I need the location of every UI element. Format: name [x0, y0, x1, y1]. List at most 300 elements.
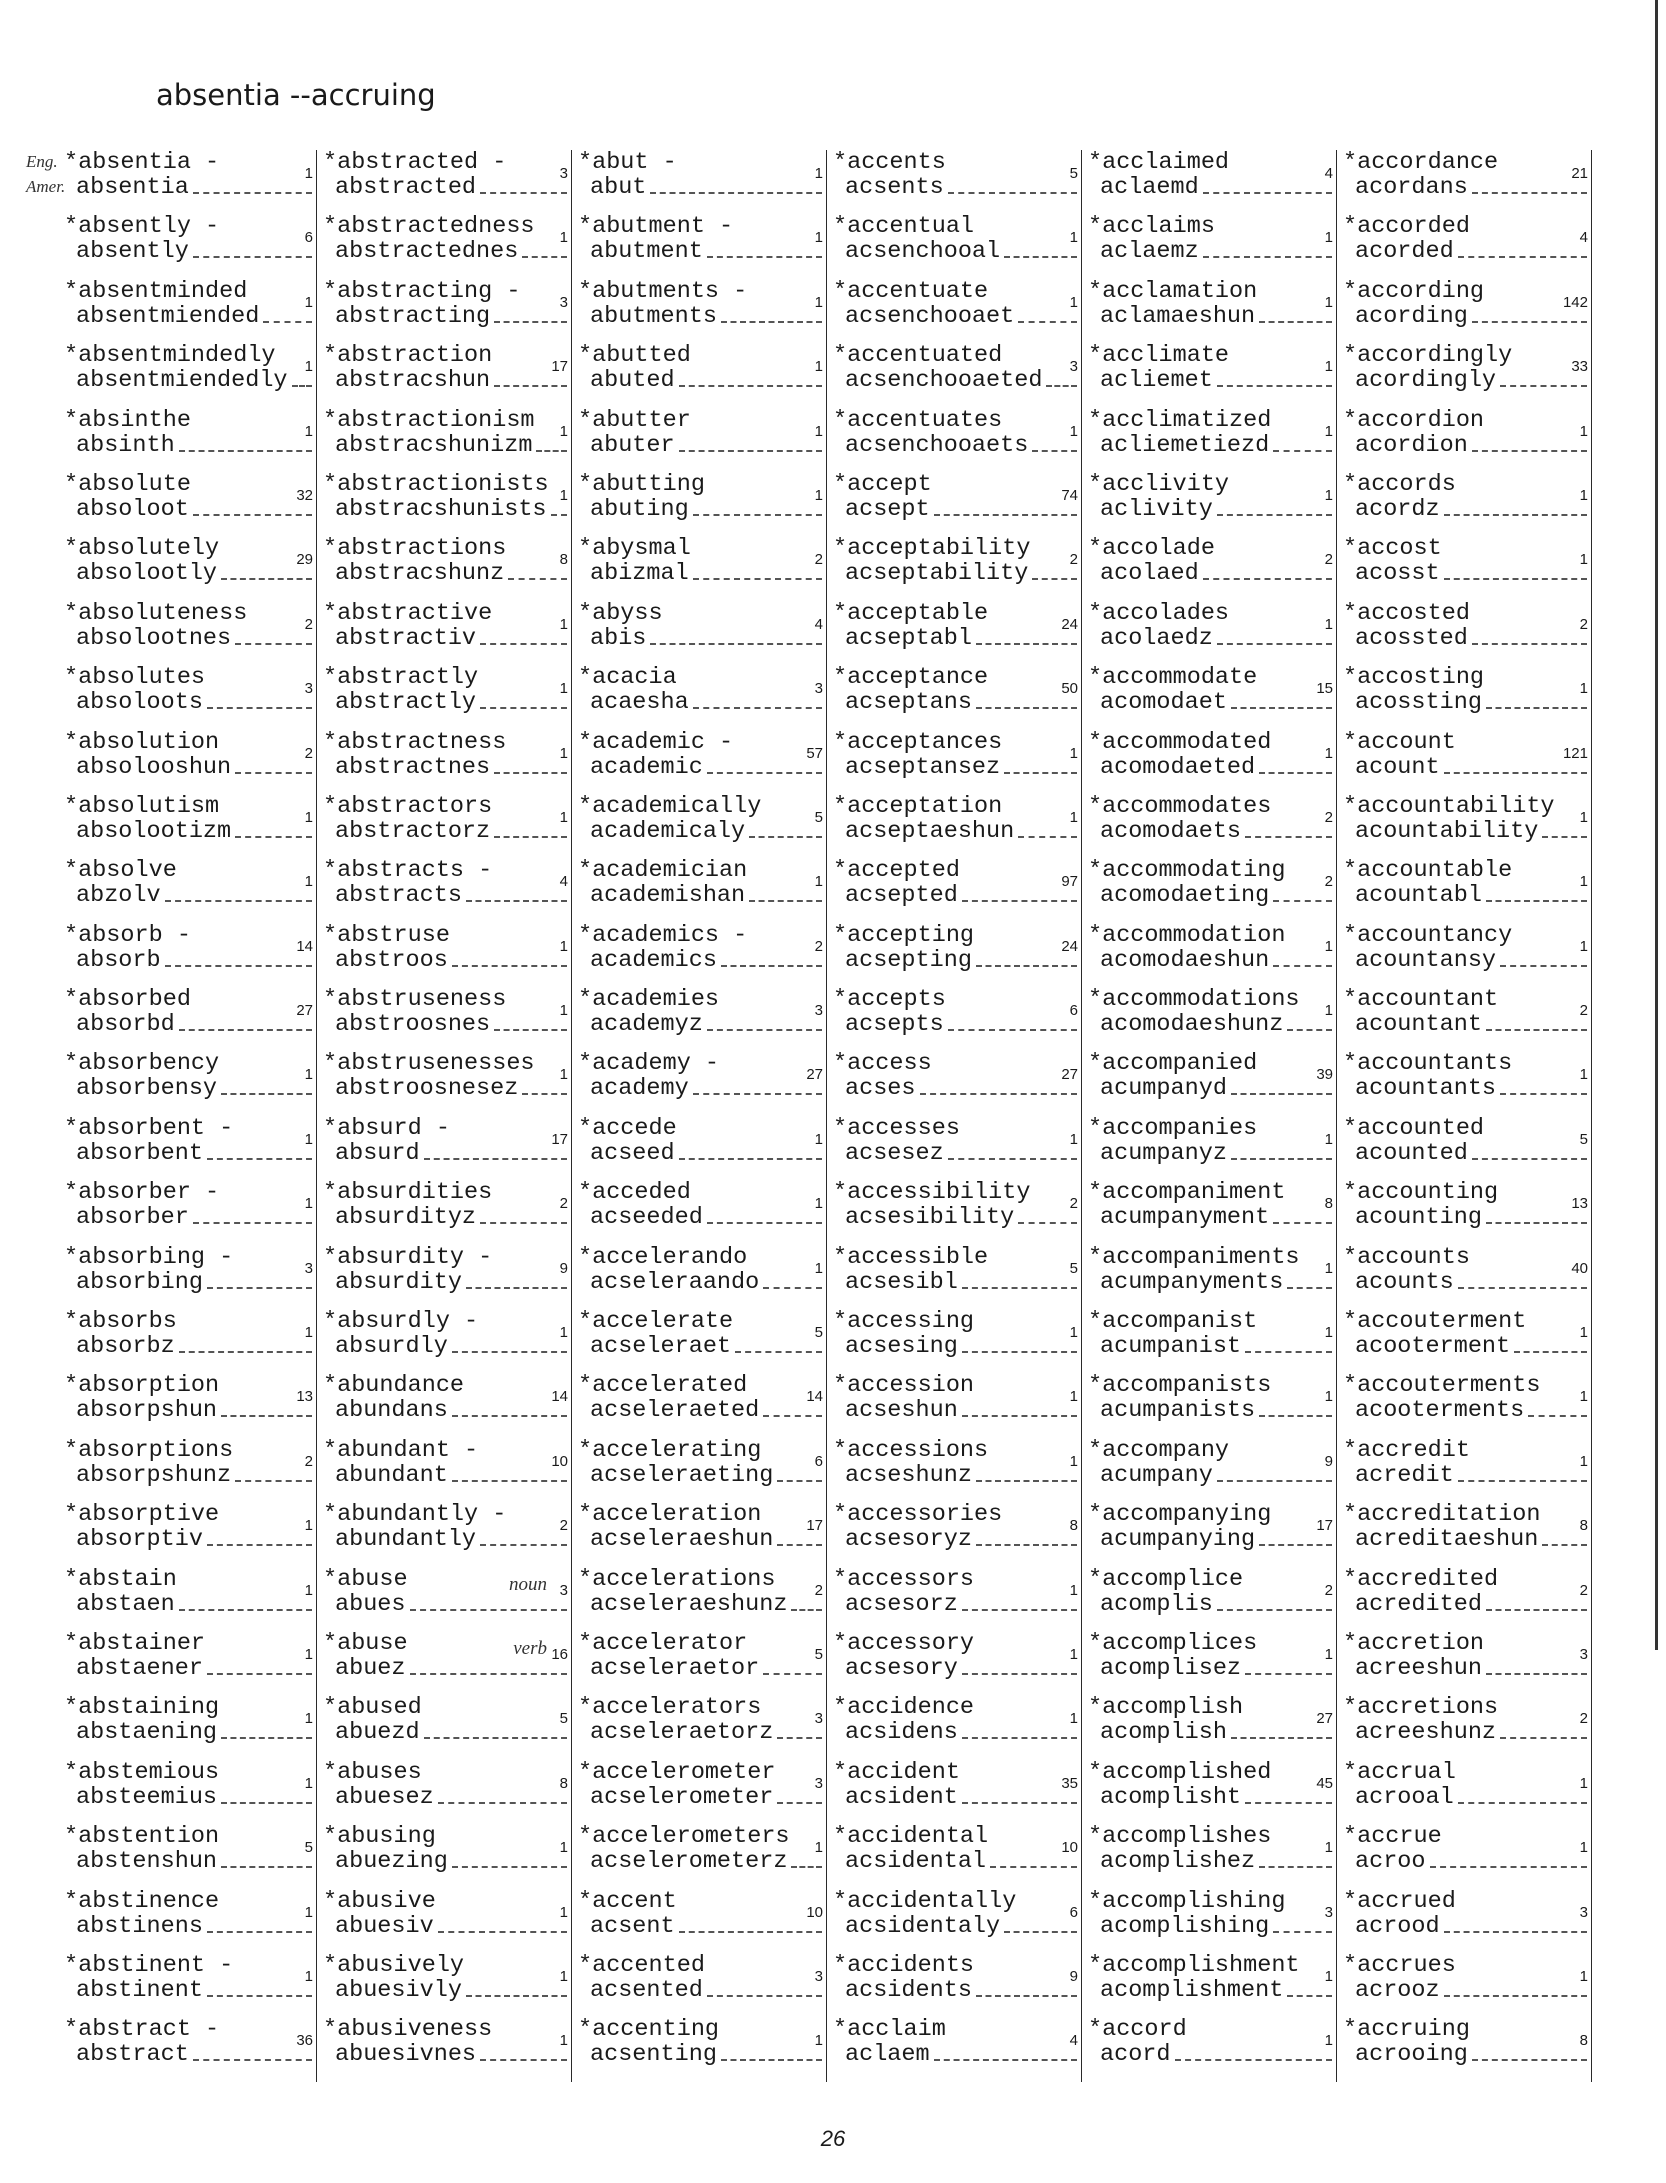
headword: *accosting	[1343, 665, 1485, 691]
frequency-count: 1	[1579, 1324, 1588, 1342]
respelling-line	[1343, 1785, 1591, 1810]
respelling-line	[64, 1914, 316, 1939]
part-of-speech-note: verb	[513, 1637, 547, 1659]
frequency-count: 1	[559, 229, 568, 247]
respelling: abundant	[335, 1462, 448, 1488]
frequency-count: 1	[1579, 680, 1588, 698]
respelling-line	[578, 1592, 826, 1617]
respelling-line	[323, 497, 571, 522]
respelling: acumpanyd	[1100, 1076, 1227, 1102]
respelling-line	[833, 1849, 1081, 1874]
respelling-line	[578, 561, 826, 586]
respelling: aclaemd	[1100, 175, 1199, 200]
word-list-grid	[62, 150, 1592, 2082]
respelling-line	[833, 1141, 1081, 1166]
respelling-line	[578, 304, 826, 329]
dotted-leader	[693, 497, 822, 516]
respelling: absteemius	[76, 1784, 218, 1810]
word-entry	[572, 1116, 827, 1180]
frequency-count: 27	[296, 1002, 313, 1020]
respelling-line	[323, 1914, 571, 1939]
word-entry	[62, 1373, 317, 1437]
frequency-count: 1	[559, 422, 568, 440]
frequency-count: 4	[1324, 165, 1333, 182]
word-entry	[1082, 1889, 1337, 1953]
word-entry	[1082, 858, 1337, 922]
headword: *accessory	[833, 1630, 975, 1656]
frequency-count: 1	[1324, 422, 1333, 440]
frequency-count: 3	[1579, 1903, 1588, 1921]
word-entry	[1337, 536, 1592, 600]
headword: *acceded	[578, 1180, 691, 1206]
respelling: abis	[590, 625, 647, 651]
word-entry	[62, 665, 317, 729]
respelling: acounted	[1355, 1140, 1468, 1166]
dotted-leader	[679, 368, 822, 387]
headword: *absinthe	[64, 407, 191, 433]
headword: *abuse	[323, 1566, 408, 1592]
respelling: acsesory	[845, 1655, 958, 1681]
frequency-count: 3	[559, 1581, 568, 1599]
dotted-leader	[480, 690, 567, 709]
dotted-leader	[193, 239, 312, 258]
respelling: acumpanists	[1100, 1398, 1256, 1424]
respelling-line	[1088, 1978, 1336, 2003]
word-entry	[1082, 923, 1337, 987]
headword: *abusing	[323, 1824, 436, 1850]
respelling: acsepting	[845, 947, 972, 973]
frequency-count: 2	[814, 937, 823, 955]
headword: *accidence	[833, 1695, 975, 1721]
respelling: acountabl	[1355, 883, 1482, 909]
frequency-count: 1	[1069, 1581, 1078, 1599]
dotted-leader	[193, 2042, 312, 2061]
word-entry	[572, 1180, 827, 1244]
respelling: abuesivly	[335, 1977, 462, 2003]
respelling-line	[64, 1849, 316, 1874]
respelling-line	[323, 883, 571, 908]
respelling-line	[1088, 1205, 1336, 1230]
frequency-count: 1	[559, 680, 568, 698]
dotted-leader	[1472, 2042, 1587, 2061]
word-entry	[827, 279, 1082, 343]
headword: *acclaimed	[1088, 150, 1230, 175]
headword: *accordingly	[1343, 343, 1513, 369]
word-entry	[1337, 923, 1592, 987]
respelling: acrood	[1355, 1913, 1440, 1939]
frequency-count: 1	[814, 873, 823, 891]
dotted-leader	[707, 755, 822, 774]
dotted-leader	[1231, 1141, 1332, 1160]
dotted-leader	[1444, 497, 1587, 516]
word-entry	[1082, 1824, 1337, 1888]
respelling: acsesibl	[845, 1269, 958, 1295]
word-entry	[827, 1824, 1082, 1888]
word-entry	[317, 794, 572, 858]
respelling: acounts	[1355, 1269, 1454, 1295]
headword: *accouterments	[1343, 1373, 1541, 1399]
frequency-count: 17	[1316, 1517, 1333, 1535]
respelling-line	[323, 1398, 571, 1423]
respelling-line	[64, 175, 316, 200]
word-entry	[827, 730, 1082, 794]
word-entry	[827, 1373, 1082, 1437]
respelling: absolootnes	[76, 625, 232, 651]
word-entry	[317, 1180, 572, 1244]
headword: *absurdly -	[323, 1309, 479, 1335]
word-entry	[572, 1438, 827, 1502]
word-entry	[1082, 279, 1337, 343]
respelling: acomplisht	[1100, 1784, 1242, 1810]
respelling-line	[1088, 1914, 1336, 1939]
respelling: abuezing	[335, 1849, 448, 1875]
respelling: absentmiended	[76, 303, 260, 329]
headword: *accouterment	[1343, 1309, 1527, 1335]
headword: *accountant	[1343, 987, 1499, 1013]
respelling-line	[833, 819, 1081, 844]
headword: *accessions	[833, 1437, 989, 1463]
word-entry	[1337, 2017, 1592, 2081]
respelling: acsepts	[845, 1012, 944, 1038]
respelling: academyz	[590, 1012, 703, 1038]
dotted-leader	[452, 1463, 567, 1482]
respelling-line	[323, 1720, 571, 1745]
respelling-line	[578, 1141, 826, 1166]
headword: *abutter	[578, 407, 691, 433]
respelling: acordz	[1355, 496, 1440, 522]
dotted-leader	[1458, 1270, 1587, 1289]
respelling-line	[64, 1656, 316, 1681]
dotted-leader	[480, 626, 567, 645]
dotted-leader	[193, 497, 312, 516]
word-entry	[1082, 1245, 1337, 1309]
respelling-line	[833, 1785, 1081, 1810]
frequency-count: 1	[1069, 1388, 1078, 1406]
respelling-line	[1343, 561, 1591, 586]
frequency-count: 8	[1579, 1517, 1588, 1535]
frequency-count: 1	[1579, 1839, 1588, 1857]
respelling-line	[1088, 433, 1336, 458]
respelling-line	[833, 1012, 1081, 1037]
headword: *accommodated	[1088, 729, 1272, 755]
word-entry	[317, 2017, 572, 2081]
frequency-count: 1	[1579, 1967, 1588, 1985]
respelling-line	[1088, 497, 1336, 522]
respelling: acsepted	[845, 883, 958, 909]
dotted-leader	[1245, 819, 1332, 838]
respelling: acolaed	[1100, 561, 1199, 587]
frequency-count: 1	[304, 358, 313, 376]
dotted-leader	[962, 1592, 1077, 1611]
headword: *accrues	[1343, 1952, 1456, 1978]
word-entry	[317, 1760, 572, 1824]
frequency-count: 1	[304, 1903, 313, 1921]
dotted-leader	[480, 1205, 567, 1224]
headword: *abundance	[323, 1373, 465, 1399]
headword: *academician	[578, 858, 748, 884]
word-entry	[827, 1631, 1082, 1695]
respelling-line	[64, 433, 316, 458]
frequency-count: 1	[304, 165, 313, 182]
respelling: acreeshun	[1355, 1655, 1482, 1681]
headword: *academic -	[578, 729, 734, 755]
dotted-leader	[1004, 755, 1077, 774]
word-entry	[827, 858, 1082, 922]
dotted-leader	[1175, 2042, 1332, 2061]
word-entry	[62, 1309, 317, 1373]
respelling: acseshunz	[845, 1462, 972, 1488]
respelling: acount	[1355, 754, 1440, 780]
respelling-line	[64, 948, 316, 973]
frequency-count: 1	[1579, 1388, 1588, 1406]
respelling: aclaem	[845, 2042, 930, 2068]
word-entry	[827, 601, 1082, 665]
respelling: acliemet	[1100, 368, 1213, 394]
respelling-line	[1343, 1205, 1591, 1230]
headword: *acceleration	[578, 1502, 762, 1528]
respelling-line	[578, 1398, 826, 1423]
frequency-count: 8	[559, 551, 568, 569]
headword: *accomplishment	[1088, 1952, 1300, 1978]
respelling-line	[1088, 883, 1336, 908]
word-entry	[827, 1051, 1082, 1115]
respelling-line	[323, 304, 571, 329]
word-entry	[1082, 1760, 1337, 1824]
respelling: absorbd	[76, 1012, 175, 1038]
respelling: acseptans	[845, 690, 972, 716]
frequency-count: 1	[814, 1195, 823, 1213]
frequency-count: 5	[814, 1645, 823, 1663]
headword: *abysmal	[578, 536, 691, 562]
respelling: abutment	[590, 239, 703, 265]
headword: *accord	[1088, 2017, 1187, 2043]
respelling-line	[833, 626, 1081, 651]
frequency-count: 1	[1069, 229, 1078, 247]
respelling-line	[1343, 948, 1591, 973]
word-entry	[317, 1889, 572, 1953]
respelling-line	[64, 1785, 316, 1810]
respelling-line	[323, 626, 571, 651]
frequency-count: 1	[814, 486, 823, 504]
frequency-count: 5	[1579, 1130, 1588, 1148]
frequency-count: 1	[559, 2032, 568, 2050]
dotted-leader	[948, 1141, 1077, 1160]
respelling: acolaedz	[1100, 625, 1213, 651]
headword: *abstraction	[323, 343, 493, 369]
headword: *absolutism	[64, 793, 220, 819]
respelling-line	[1343, 368, 1591, 393]
word-entry	[1337, 343, 1592, 407]
respelling-line	[64, 1398, 316, 1423]
respelling-line	[1088, 1656, 1336, 1681]
frequency-count: 1	[1324, 937, 1333, 955]
headword: *accretions	[1343, 1695, 1499, 1721]
respelling-line	[1343, 1849, 1591, 1874]
frequency-count: 1	[1324, 744, 1333, 762]
respelling: academicaly	[590, 818, 746, 844]
headword: *accents	[833, 150, 946, 175]
respelling-line	[323, 433, 571, 458]
frequency-count: 9	[559, 1259, 568, 1277]
frequency-count: 27	[1061, 1066, 1078, 1084]
frequency-count: 2	[304, 744, 313, 762]
respelling-line	[64, 1527, 316, 1552]
frequency-count: 1	[814, 422, 823, 440]
respelling: abstracshunizm	[335, 432, 533, 458]
respelling: abuez	[335, 1655, 406, 1681]
respelling-line	[1343, 690, 1591, 715]
frequency-count: 3	[1069, 358, 1078, 376]
respelling: acumpanyments	[1100, 1269, 1284, 1295]
headword: *accidents	[833, 1952, 975, 1978]
word-entry	[1082, 987, 1337, 1051]
word-entry	[827, 214, 1082, 278]
respelling-line	[578, 1076, 826, 1101]
respelling-line	[1088, 626, 1336, 651]
headword: *acceptable	[833, 600, 989, 626]
frequency-count: 1	[1069, 293, 1078, 311]
respelling: acseleraando	[590, 1269, 760, 1295]
dotted-leader	[679, 1141, 822, 1160]
headword: *accent	[578, 1888, 677, 1914]
respelling: acomplish	[1100, 1720, 1227, 1746]
word-entry	[1337, 1373, 1592, 1437]
word-entry	[827, 1116, 1082, 1180]
headword: *abstracted -	[323, 150, 507, 175]
frequency-count: 2	[1069, 551, 1078, 569]
headword: *abyss	[578, 600, 663, 626]
frequency-count: 2	[814, 1581, 823, 1599]
respelling-line	[578, 2042, 826, 2067]
word-entry	[827, 1953, 1082, 2017]
respelling-line	[833, 497, 1081, 522]
dotted-leader	[1472, 1141, 1587, 1160]
frequency-count: 5	[814, 808, 823, 826]
headword: *accountancy	[1343, 922, 1513, 948]
frequency-count: 1	[304, 1324, 313, 1342]
word-entry	[1337, 1567, 1592, 1631]
word-entry	[1337, 1180, 1592, 1244]
word-entry	[317, 987, 572, 1051]
respelling-line	[64, 1205, 316, 1230]
respelling: acordans	[1355, 175, 1468, 200]
english-label: Eng.	[26, 152, 58, 171]
word-entry	[317, 1438, 572, 1502]
dotted-leader	[1004, 239, 1077, 258]
respelling: abstinent	[76, 1977, 203, 2003]
frequency-count: 39	[1316, 1066, 1333, 1084]
frequency-count: 1	[559, 615, 568, 633]
headword: *abstruse	[323, 922, 450, 948]
headword: *accosted	[1343, 600, 1470, 626]
respelling: acountability	[1355, 818, 1539, 844]
respelling-line	[64, 1012, 316, 1037]
respelling-line	[323, 1076, 571, 1101]
headword: *accomplishes	[1088, 1824, 1272, 1850]
word-entry	[1082, 472, 1337, 536]
respelling-line	[64, 1141, 316, 1166]
headword: *accrue	[1343, 1824, 1442, 1850]
respelling: acsenchooaets	[845, 432, 1029, 458]
word-entry	[317, 472, 572, 536]
respelling: acseptaeshun	[845, 818, 1015, 844]
respelling-line	[1343, 1012, 1591, 1037]
word-entry	[572, 1309, 827, 1373]
frequency-count: 3	[304, 1259, 313, 1277]
respelling-line	[833, 2042, 1081, 2067]
respelling-line	[64, 497, 316, 522]
respelling-line	[578, 1205, 826, 1230]
respelling-line	[323, 755, 571, 780]
respelling-line	[1088, 1076, 1336, 1101]
frequency-count: 24	[1061, 615, 1078, 633]
dotted-leader	[721, 304, 822, 323]
respelling-line	[833, 1334, 1081, 1359]
dotted-leader	[1472, 433, 1587, 452]
dotted-leader	[179, 1592, 312, 1611]
frequency-count: 2	[1579, 1581, 1588, 1599]
frequency-count: 2	[1579, 615, 1588, 633]
headword: *abstractions	[323, 536, 507, 562]
frequency-count: 1	[559, 1324, 568, 1342]
frequency-count: 45	[1316, 1774, 1333, 1792]
frequency-count: 1	[1579, 1452, 1588, 1470]
word-entry	[1337, 794, 1592, 858]
dotted-leader	[235, 819, 312, 838]
headword: *abstractionism	[323, 407, 535, 433]
frequency-count: 1	[1579, 551, 1588, 569]
dotted-leader	[466, 883, 567, 902]
headword: *absentminded	[64, 278, 248, 304]
frequency-count: 3	[559, 293, 568, 311]
respelling: abstractly	[335, 690, 477, 716]
respelling-line	[578, 433, 826, 458]
headword: *abstractionists	[323, 471, 549, 497]
respelling-line	[64, 561, 316, 586]
frequency-count: 27	[1316, 1710, 1333, 1728]
headword: *abstemious	[64, 1759, 220, 1785]
word-entry	[827, 665, 1082, 729]
respelling: acaesha	[590, 690, 689, 716]
dotted-leader	[679, 433, 822, 452]
respelling: absolooshun	[76, 754, 232, 780]
respelling: acsented	[590, 1977, 703, 2003]
frequency-count: 1	[1579, 1774, 1588, 1792]
respelling-line	[1343, 239, 1591, 264]
headword: *abstinent -	[64, 1952, 234, 1978]
respelling-line	[578, 1270, 826, 1295]
respelling-line	[578, 1463, 826, 1488]
headword: *abstract -	[64, 2017, 220, 2043]
headword: *accessible	[833, 1244, 989, 1270]
dotted-leader	[763, 1656, 822, 1675]
frequency-count: 2	[1324, 808, 1333, 826]
dotted-leader	[207, 1141, 312, 1160]
dotted-leader	[1273, 1914, 1332, 1933]
respelling: acumpanying	[1100, 1527, 1256, 1553]
frequency-count: 3	[814, 1967, 823, 1985]
word-entry	[1082, 1180, 1337, 1244]
word-entry	[62, 1760, 317, 1824]
dotted-leader	[480, 2042, 567, 2061]
respelling: acreeshunz	[1355, 1720, 1497, 1746]
headword: *accommodation	[1088, 922, 1286, 948]
headword: *absurdity -	[323, 1244, 493, 1270]
frequency-count: 3	[304, 680, 313, 698]
respelling-line	[1088, 1141, 1336, 1166]
word-entry	[827, 794, 1082, 858]
headword: *acclaim	[833, 2017, 946, 2043]
